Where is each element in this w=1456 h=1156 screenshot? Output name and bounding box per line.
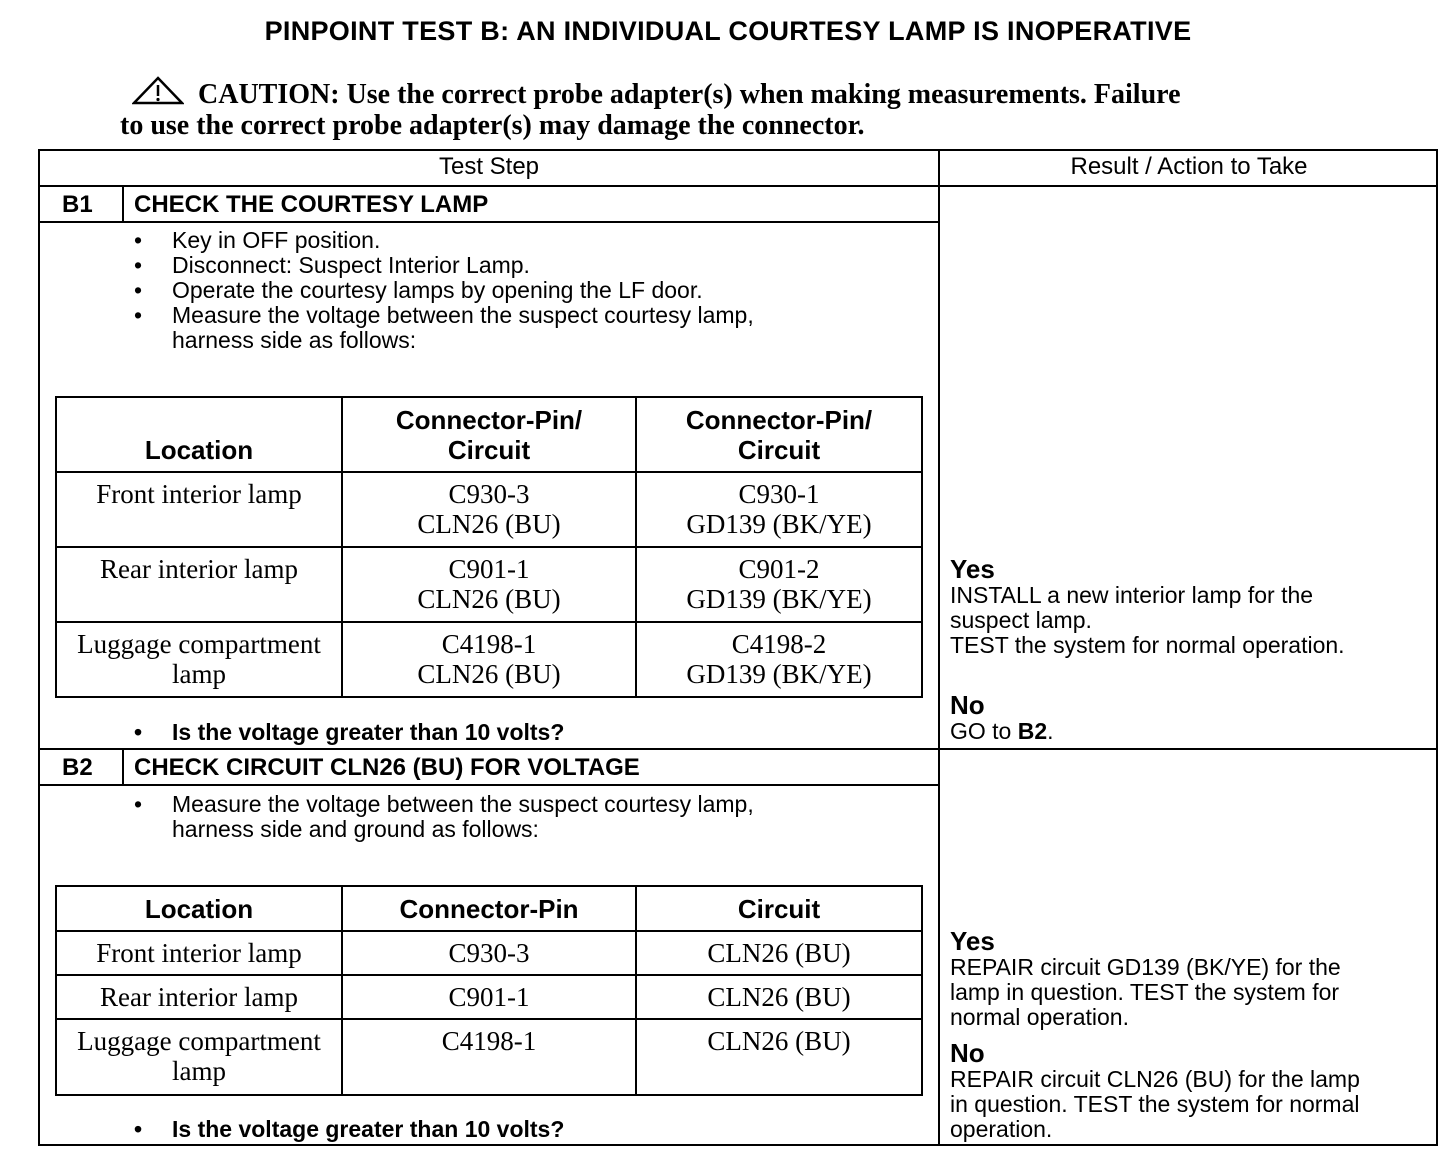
step-b1-bullet-continuation: harness side as follows: xyxy=(172,327,417,353)
connector-cell: C930-3 CLN26 (BU) xyxy=(342,472,636,547)
warning-triangle-icon xyxy=(132,76,184,106)
location-cell: Rear interior lamp xyxy=(56,547,342,622)
step-b1-pin-table xyxy=(55,396,923,698)
caution-text-line-2: to use the correct probe adapter(s) may damage the connector. xyxy=(120,110,865,141)
step-b2-bullet: • Measure the voltage between the suspect courtesy lamp, xyxy=(134,792,914,817)
circuit-cell: CLN26 (BU) xyxy=(636,975,922,1019)
connector-cell: C930-3 xyxy=(342,931,636,975)
no-action-line: REPAIR circuit CLN26 (BU) for the lamp xyxy=(950,1066,1360,1092)
caution-label: CAUTION: xyxy=(198,79,340,110)
connector-cell: C901-1 CLN26 (BU) xyxy=(342,547,636,622)
connector-pin-header: Connector-Pin xyxy=(342,886,636,931)
no-action-line: GO to B2. xyxy=(950,718,1054,744)
step-b1-instructions xyxy=(134,228,914,328)
step-b2-question: • Is the voltage greater than 10 volts? xyxy=(134,1116,565,1142)
step-b1-bottom-divider xyxy=(40,748,1436,750)
step-b2-title: CHECK CIRCUIT CLN26 (BU) FOR VOLTAGE xyxy=(134,754,640,781)
yes-action-line: INSTALL a new interior lamp for the xyxy=(950,582,1314,608)
step-b2-id: B2 xyxy=(62,754,93,781)
pin-table-header-row xyxy=(56,886,922,931)
connector-cell: C901-1 xyxy=(342,975,636,1019)
step-b1-result xyxy=(950,555,1430,658)
result-header: Result / Action to Take xyxy=(1070,153,1308,180)
location-header: Location xyxy=(56,397,342,472)
connector-cell: C4198-1 CLN26 (BU) xyxy=(342,622,636,697)
step-b1-title-divider xyxy=(40,221,938,223)
yes-action-line: TEST the system for normal operation. xyxy=(950,632,1345,658)
circuit-header: Circuit xyxy=(636,886,922,931)
connector-pin-circuit-header: Connector-Pin/ Circuit xyxy=(636,397,922,472)
table-row xyxy=(56,1019,922,1095)
page-title: PINPOINT TEST B: AN INDIVIDUAL COURTESY LAMP IS INOPERATIVE xyxy=(264,16,1192,46)
table-row xyxy=(56,975,922,1019)
location-cell: Front interior lamp xyxy=(56,931,342,975)
yes-label: Yes xyxy=(950,554,995,584)
step-b1-bullet: • Disconnect: Suspect Interior Lamp. xyxy=(134,253,914,278)
step-b2-id-divider xyxy=(122,748,124,784)
step-b1-question: • Is the voltage greater than 10 volts? xyxy=(134,719,565,745)
step-b2-no-result xyxy=(950,1039,1430,1142)
header-divider xyxy=(40,185,1436,187)
caution-note xyxy=(120,76,1350,141)
connector-pin-circuit-header: Connector-Pin/ Circuit xyxy=(342,397,636,472)
connector-cell: C4198-2 GD139 (BK/YE) xyxy=(636,622,922,697)
yes-action-line: normal operation. xyxy=(950,1004,1129,1030)
yes-action-line: lamp in question. TEST the system for xyxy=(950,979,1340,1005)
test-step-header: Test Step xyxy=(438,153,540,180)
step-b2-pin-table xyxy=(55,885,923,1096)
step-b1-id-divider xyxy=(122,185,124,221)
location-header: Location xyxy=(56,886,342,931)
step-b1-bullet: • Measure the voltage between the suspect courtesy lamp, xyxy=(134,303,914,328)
no-action-line: operation. xyxy=(950,1116,1053,1142)
pinpoint-test-table xyxy=(38,149,1438,1146)
location-cell: Rear interior lamp xyxy=(56,975,342,1019)
table-row xyxy=(56,547,922,622)
circuit-cell: CLN26 (BU) xyxy=(636,931,922,975)
connector-cell: C901-2 GD139 (BK/YE) xyxy=(636,547,922,622)
table-row xyxy=(56,622,922,697)
no-label: No xyxy=(950,690,985,720)
yes-action-line: REPAIR circuit GD139 (BK/YE) for the xyxy=(950,954,1341,980)
step-b1-bullet: • Key in OFF position. xyxy=(134,228,914,253)
step-b1-bullet: • Operate the courtesy lamps by opening the LF door. xyxy=(134,278,914,303)
step-b1-id: B1 xyxy=(62,191,93,218)
column-divider xyxy=(938,151,940,1144)
connector-cell: C930-1 GD139 (BK/YE) xyxy=(636,472,922,547)
location-cell: Luggage compartment lamp xyxy=(56,1019,342,1095)
table-row xyxy=(56,931,922,975)
location-cell: Front interior lamp xyxy=(56,472,342,547)
step-b2-title-divider xyxy=(40,784,938,786)
step-b2-result xyxy=(950,927,1430,1030)
circuit-cell: CLN26 (BU) xyxy=(636,1019,922,1095)
yes-label: Yes xyxy=(950,926,995,956)
table-row xyxy=(56,472,922,547)
goto-b2-link[interactable]: B2 xyxy=(1017,718,1048,744)
pin-table-header-row xyxy=(56,397,922,472)
no-action-line: in question. TEST the system for normal xyxy=(950,1091,1360,1117)
step-b2-instructions xyxy=(134,792,914,817)
caution-text-line-1: Use the correct probe adapter(s) when making measurements. Failure xyxy=(346,79,1181,110)
yes-action-line: suspect lamp. xyxy=(950,607,1092,633)
step-b1-no-result xyxy=(950,691,1430,744)
step-b1-title: CHECK THE COURTESY LAMP xyxy=(134,191,489,218)
connector-cell: C4198-1 xyxy=(342,1019,636,1095)
location-cell: Luggage compartment lamp xyxy=(56,622,342,697)
step-b2-bullet-continuation: harness side and ground as follows: xyxy=(172,816,539,842)
no-label: No xyxy=(950,1038,985,1068)
